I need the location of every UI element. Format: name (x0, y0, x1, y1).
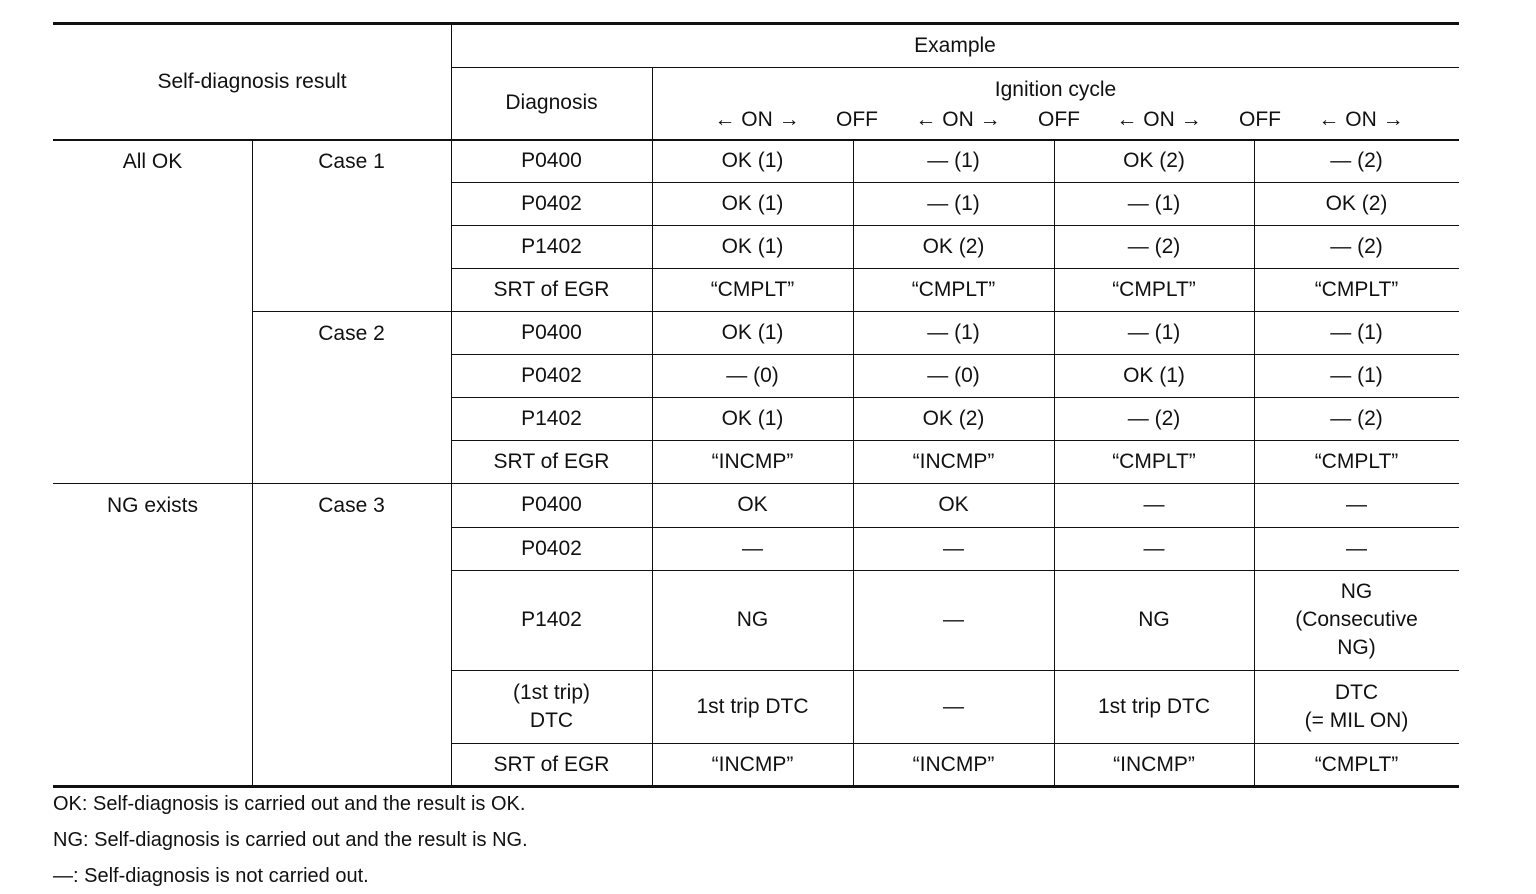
diagnosis-cell: P1402 (521, 406, 582, 430)
diagnosis-cell: (1st trip) DTC (512, 680, 590, 732)
result-cell: — (943, 608, 964, 631)
result-cell: — (2) (1330, 234, 1383, 258)
diagnosis-cell: P0400 (521, 493, 582, 516)
header-divider (451, 67, 1459, 68)
result-cell: — (1) (1127, 320, 1181, 344)
result-cell: OK (1) (721, 320, 784, 344)
result-cell: — (0) (927, 363, 980, 387)
legend-not-carried-out: —: Self-diagnosis is not carried out. (53, 865, 369, 887)
diagnosis-cell: P0402 (521, 363, 582, 387)
group-divider (53, 483, 1459, 484)
result-cell: “CMPLT” (1112, 277, 1196, 301)
result-cell: “CMPLT” (1314, 753, 1399, 776)
legend-ng: NG: Self-diagnosis is carried out and the result is NG. (53, 829, 528, 851)
cycle-label-on-1: ← ON → (714, 108, 800, 131)
result-cell: OK (1) (1123, 363, 1185, 387)
diagnosis-column-left (451, 25, 452, 787)
result-cell: OK (1) (721, 191, 784, 215)
row-divider (451, 397, 1459, 398)
result-cell: “INCMP” (1113, 753, 1195, 776)
result-cell: “INCMP” (912, 449, 995, 473)
cycle-header-left (652, 67, 653, 139)
result-cell: — (1) (927, 148, 980, 172)
self-diagnosis-table (53, 22, 1459, 788)
cycle-label-off-3: OFF (1239, 108, 1281, 131)
ignition-cycle-sequence (652, 105, 1459, 135)
cycle-label-on-4: ← ON → (1318, 108, 1404, 131)
result-cell: 1st trip DTC (696, 694, 809, 718)
result-cell: — (1143, 493, 1165, 516)
values-column-4 (1254, 139, 1255, 787)
case-1-label: Case 1 (318, 150, 385, 173)
result-cell: — (1) (927, 191, 980, 215)
diagnosis-cell: P0402 (521, 191, 582, 215)
diagnosis-cell: P0400 (521, 148, 582, 172)
header-ignition-cycle: Ignition cycle (994, 78, 1117, 101)
header-example: Example (914, 34, 996, 57)
result-cell: OK (938, 493, 969, 516)
result-cell: “CMPLT” (911, 277, 996, 301)
result-cell: OK (1) (721, 148, 784, 172)
row-divider (451, 182, 1459, 183)
header-self-diagnosis-result: Self-diagnosis result (157, 70, 347, 93)
result-cell: OK (1) (721, 406, 784, 430)
result-cell: — (1) (1330, 320, 1383, 344)
cycle-label-off-1: OFF (836, 108, 878, 131)
result-cell: — (742, 536, 763, 560)
case-column-left (252, 139, 253, 787)
diagnosis-cell: SRT of EGR (493, 277, 610, 301)
row-divider (451, 268, 1459, 269)
result-cell: OK (737, 493, 768, 516)
result-cell: “CMPLT” (1314, 449, 1399, 473)
diagnosis-cell: P1402 (521, 234, 582, 258)
values-column-3 (1054, 139, 1055, 787)
row-divider (451, 440, 1459, 441)
row-divider (451, 527, 1459, 528)
row-divider (451, 225, 1459, 226)
result-cell: — (1) (1330, 363, 1383, 387)
diagnosis-cell: SRT of EGR (493, 449, 610, 473)
case-3-label: Case 3 (318, 494, 385, 517)
header-bottom-rule (53, 139, 1459, 141)
result-cell: DTC (= MIL ON) (1304, 680, 1409, 732)
diagnosis-cell: P0400 (521, 320, 582, 344)
cycle-label-on-2: ← ON → (915, 108, 1001, 131)
row-divider (451, 743, 1459, 744)
result-cell: — (943, 536, 964, 560)
diagnosis-cell: P0402 (521, 536, 582, 560)
result-cell: — (2) (1330, 148, 1383, 172)
result-cell: OK (2) (922, 406, 985, 430)
result-cell: — (2) (1127, 234, 1181, 258)
result-cell: 1st trip DTC (1097, 694, 1210, 718)
group-ng-exists: NG exists (106, 494, 198, 517)
result-cell: NG (Consecutive NG) (1295, 580, 1418, 659)
result-cell: “INCMP” (711, 753, 794, 776)
result-cell: OK (1) (721, 234, 784, 258)
cycle-label-on-3: ← ON → (1116, 108, 1202, 131)
result-cell: — (1346, 493, 1367, 516)
result-cell: OK (2) (1123, 148, 1185, 172)
result-cell: — (2) (1127, 406, 1181, 430)
result-cell: — (1) (1127, 191, 1181, 215)
diagnosis-cell: SRT of EGR (493, 753, 610, 776)
legend-ok: OK: Self-diagnosis is carried out and the result is OK. (53, 793, 526, 815)
diagnosis-cell: P1402 (521, 608, 582, 631)
result-cell: — (1) (927, 320, 980, 344)
row-divider (451, 354, 1459, 355)
header-diagnosis: Diagnosis (505, 91, 598, 114)
result-cell: — (2) (1330, 406, 1383, 430)
result-cell: “INCMP” (711, 449, 794, 473)
result-cell: — (1346, 536, 1367, 560)
row-divider (451, 570, 1459, 571)
result-cell: “CMPLT” (710, 277, 795, 301)
values-column-2 (853, 139, 854, 787)
cycle-label-off-2: OFF (1038, 108, 1080, 131)
values-column-left (652, 139, 653, 787)
result-cell: — (943, 694, 964, 718)
result-cell: — (1143, 536, 1165, 560)
result-cell: — (0) (726, 363, 779, 387)
result-cell: OK (2) (922, 234, 985, 258)
case-2-label: Case 2 (318, 322, 385, 345)
result-cell: “CMPLT” (1314, 277, 1399, 301)
case-divider (252, 311, 1459, 312)
group-all-ok: All OK (122, 150, 183, 173)
result-cell: “INCMP” (912, 753, 995, 776)
result-cell: “CMPLT” (1112, 449, 1196, 473)
row-divider (451, 670, 1459, 671)
result-cell: NG (736, 608, 769, 631)
result-cell: OK (2) (1325, 191, 1388, 215)
result-cell: NG (1138, 608, 1170, 631)
